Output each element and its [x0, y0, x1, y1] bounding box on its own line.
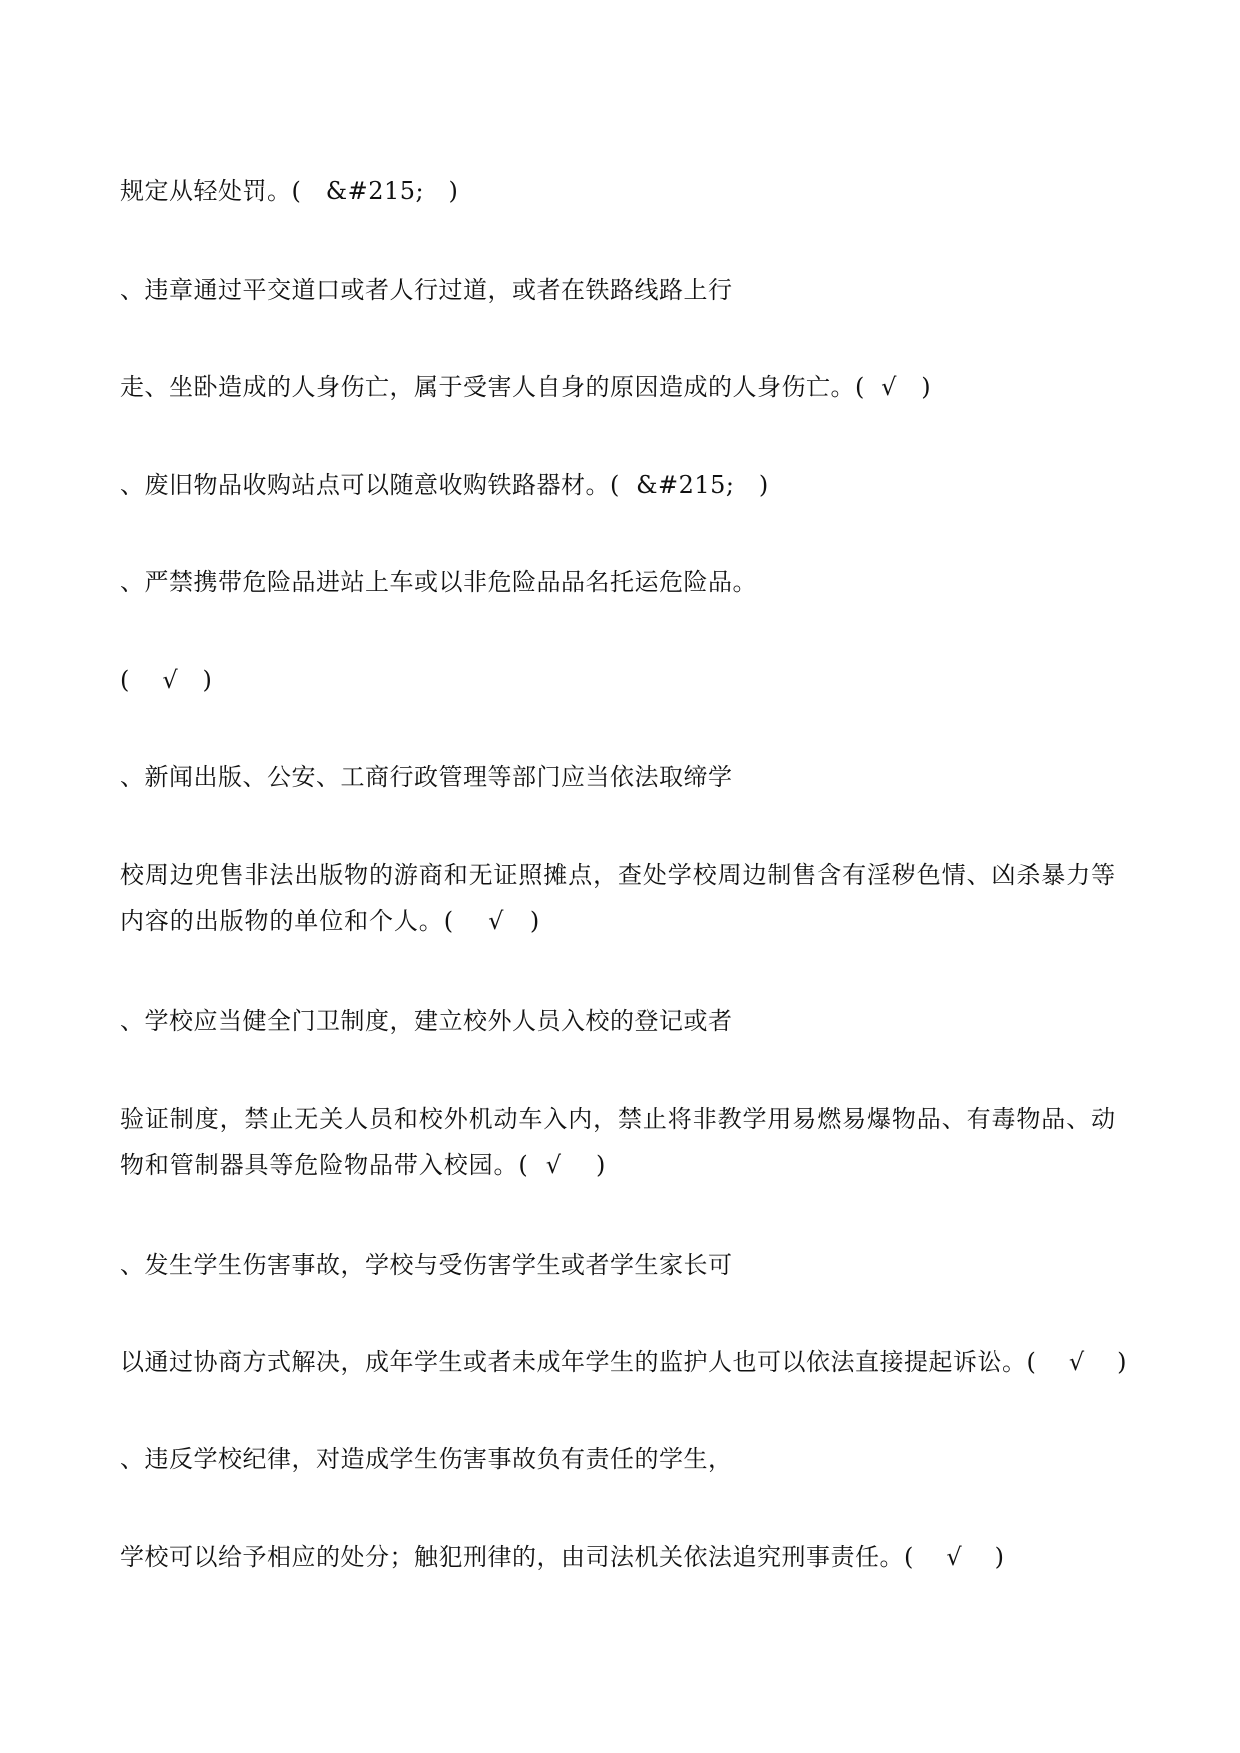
text-line: 学校可以给予相应的处分；触犯刑律的，由司法机关依法追究刑事责任。( √ ) [120, 1543, 1005, 1571]
text-paragraph: 验证制度，禁止无关人员和校外机动车入内，禁止将非教学用易燃易爆物品、有毒物品、动物和管制器具等危险物品带入校园。( √ ) [120, 1105, 1116, 1179]
text-paragraph: 校周边兜售非法出版物的游商和无证照摊点，查处学校周边制售含有淫秽色情、凶杀暴力等内容的出版物的单位和个人。( √ ) [120, 861, 1116, 935]
text-line: 以通过协商方式解决，成年学生或者未成年学生的监护人也可以依法直接提起诉讼。( √ ) [120, 1348, 1128, 1376]
text-line: 、学校应当健全门卫制度，建立校外人员入校的登记或者 [120, 1007, 733, 1035]
text-line: ( √ ) [120, 666, 213, 694]
text-line: 、严禁携带危险品进站上车或以非危险品品名托运危险品。 [120, 568, 757, 596]
text-line: 走、坐卧造成的人身伤亡，属于受害人自身的原因造成的人身伤亡。( √ ) [120, 373, 932, 401]
text-line: 、发生学生伤害事故，学校与受伤害学生或者学生家长可 [120, 1251, 733, 1279]
text-line: 规定从轻处罚。( &#215; ) [120, 177, 459, 205]
text-line: 、违反学校纪律，对造成学生伤害事故负有责任的学生， [120, 1445, 733, 1473]
text-line: 、违章通过平交道口或者人行过道，或者在铁路线路上行 [120, 276, 733, 304]
text-line: 、废旧物品收购站点可以随意收购铁路器材。( &#215; ) [120, 471, 769, 499]
text-line: 、新闻出版、公安、工商行政管理等部门应当依法取缔学 [120, 763, 733, 791]
